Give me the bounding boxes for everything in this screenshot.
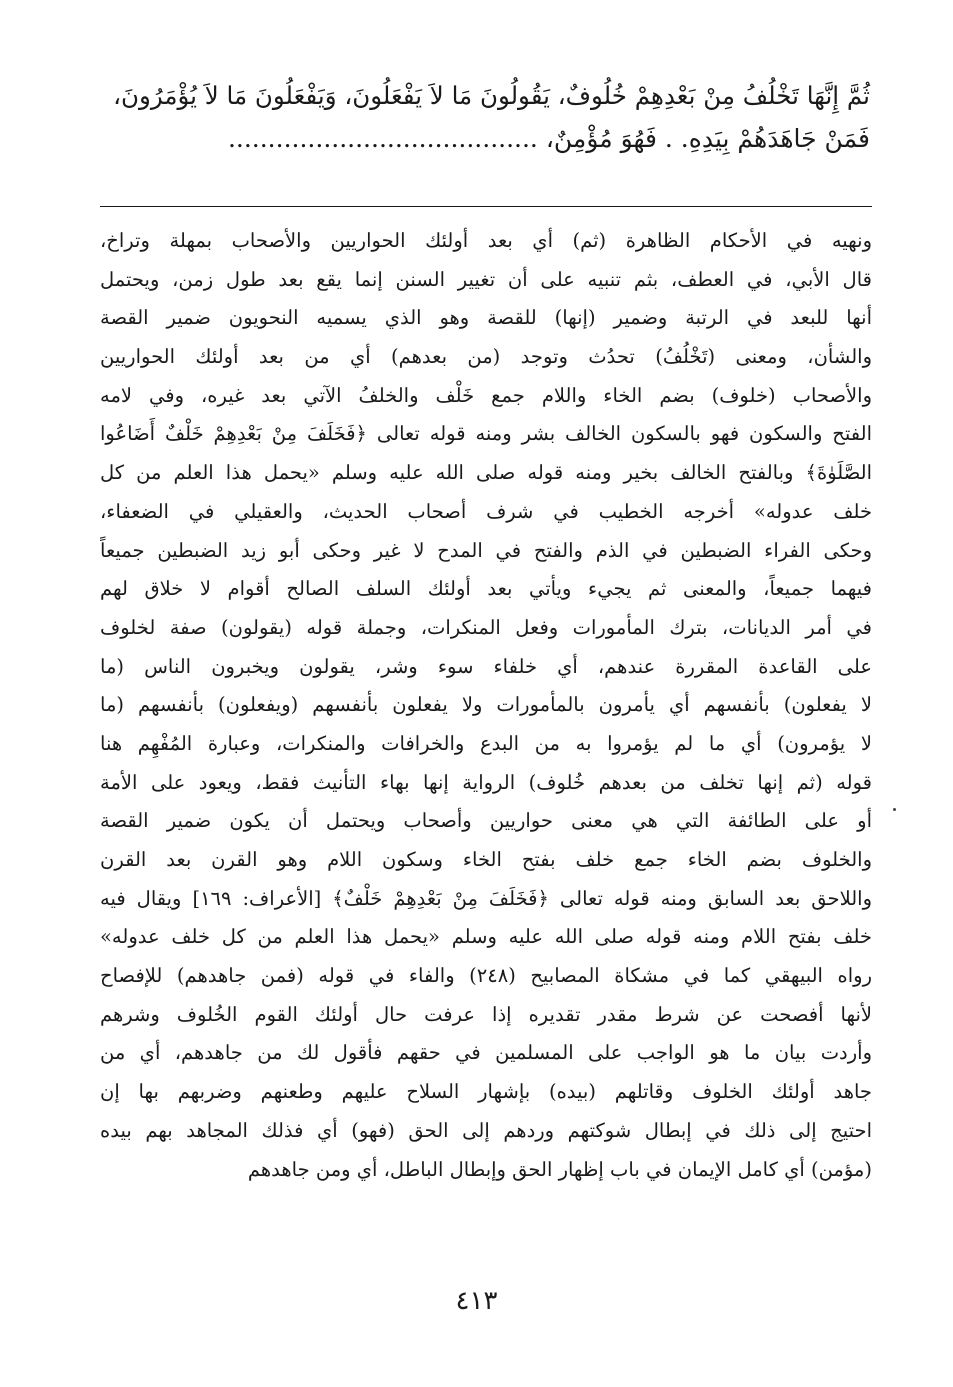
commentary-line: فيهما جميعاً، والمعنى ثم يجيء ويأتي بعد أولئك السلف الصالح أقوام لا خلاق لهم	[100, 577, 872, 601]
commentary-text	[100, 222, 872, 1189]
commentary-line: قوله (ثم إنها تخلف من بعدهم خُلوف) الرواية إنها بهاء التأنيث فقط، ويعود على الأمة	[100, 770, 872, 794]
hadith-text	[100, 74, 870, 160]
commentary-line: رواه البيهقي كما في مشكاة المصابيح (٢٤٨) والفاء في قوله (فمن جاهدهم) للإفصاح	[100, 964, 872, 988]
commentary-line: واللاحق بعد السابق ومنه قوله تعالى ﴿فَخَلَفَ مِنْ بَعْدِهِمْ خَلْفٌ﴾ [الأعراف: ١٦٩] ويقال فيه	[100, 886, 872, 910]
commentary-line: لا يفعلون) بأنفسهم أي يأمرون بالمأمورات ولا يفعلون بأنفسهم (ويفعلون) بأنفسهم (ما	[100, 693, 872, 717]
commentary-line: أنها للبعد في الرتبة وضمير (إنها) للقصة وهو الذي يسميه النحويون ضمير القصة	[100, 306, 872, 330]
page-number: ٤١٣	[455, 1286, 498, 1316]
commentary-line: قال الأبي، في العطف، بثم تنبيه على أن تغيير السنن إنما يقع بعد طول زمن، ويحتمل	[100, 267, 872, 291]
hadith-line: ثُمَّ إِنَّهَا تَخْلُفُ مِنْ بَعْدِهِمْ خُلُوفٌ، يَقُولُونَ مَا لاَ يَفْعَلُونَ، وَيَفْعَلُونَ مَا لاَ يُؤْمَرُونَ،	[113, 81, 870, 110]
commentary-line: الصَّلَوٰةَ﴾ وبالفتح الخالف بخير ومنه قوله صلى الله عليه وسلم «يحمل هذا العلم من كل	[100, 461, 872, 485]
section-divider	[100, 206, 872, 207]
commentary-line: جاهد أولئك الخلوف وقاتلهم (بيده) بإشهار السلاح عليهم وطعنهم وضربهم بها إن	[100, 1080, 872, 1104]
commentary-line: ونهيه في الأحكام الظاهرة (ثم) أي بعد أولئك الحواريين والأصحاب بمهلة وتراخ،	[100, 229, 872, 252]
commentary-line: والخلوف بضم الخاء جمع خلف بفتح الخاء وسكون اللام وهو القرن بعد القرن	[100, 848, 872, 871]
commentary-line: وحكى الفراء الضبطين في الذم والفتح في المدح لا غير وحكى أبو زيد الضبطين جميعاً	[100, 538, 872, 562]
commentary-line: في أمر الديانات، بترك المأمورات وفعل المنكرات، وجملة قوله (يقولون) صفة لخلوف	[100, 615, 872, 639]
commentary-line: وأردت بيان ما هو الواجب على المسلمين في حقهم فأقول لك من جاهدهم، أي من	[100, 1041, 872, 1065]
commentary-line: الفتح والسكون فهو بالسكون الخالف بشر ومنه قوله تعالى ﴿فَخَلَفَ مِنْ بَعْدِهِمْ خَلْفٌ أَضَاعُوا	[100, 422, 872, 446]
commentary-line: لأنها أفصحت عن شرط مقدر تقديره إذا عرفت حال أولئك القوم الخُلوف وشرهم	[100, 1002, 872, 1026]
commentary-line: خلف عدوله» أخرجه الخطيب في شرف أصحاب الحديث، والعقيلي في الضعفاء،	[100, 499, 872, 523]
margin-dot	[893, 808, 896, 811]
commentary-line: احتيج إلى ذلك في إبطال شوكتهم وردهم إلى الحق (فهو) أي فذلك المجاهد بهم بيده	[100, 1118, 872, 1142]
commentary-line: خلف بفتح اللام ومنه قوله صلى الله عليه وسلم «يحمل هذا العلم من كل خلف عدوله»	[100, 925, 872, 949]
commentary-line: على القاعدة المقررة عندهم، أي خلفاء سوء وشر، يقولون ويخبرون الناس (ما	[100, 654, 872, 678]
hadith-line: فَمَنْ جَاهَدَهُمْ بِيَدِهِ. . فَهُوَ مُؤْمِنٌ، .......................................	[227, 124, 870, 153]
commentary-line: والأصحاب (خلوف) بضم الخاء واللام جمع خَلْف والخلفُ الآتي بعد غيره، وفي لامه	[100, 383, 872, 407]
commentary-line: لا يؤمرون) أي ما لم يؤمروا به من البدع والخرافات والمنكرات، وعبارة المُفْهِم هنا	[100, 731, 872, 755]
commentary-line: (مؤمن) أي كامل الإيمان في باب إظهار الحق وإبطال الباطل، أي ومن جاهدهم	[247, 1157, 872, 1181]
commentary-line: والشأن، ومعنى (تَخْلُفُ) تحدُث وتوجد (من بعدهم) أي من بعد أولئك الحواريين	[100, 345, 872, 369]
commentary-line: أو على الطائفة التي هي معنى حواريين وأصحاب ويحتمل أن يكون ضمير القصة	[100, 809, 872, 833]
